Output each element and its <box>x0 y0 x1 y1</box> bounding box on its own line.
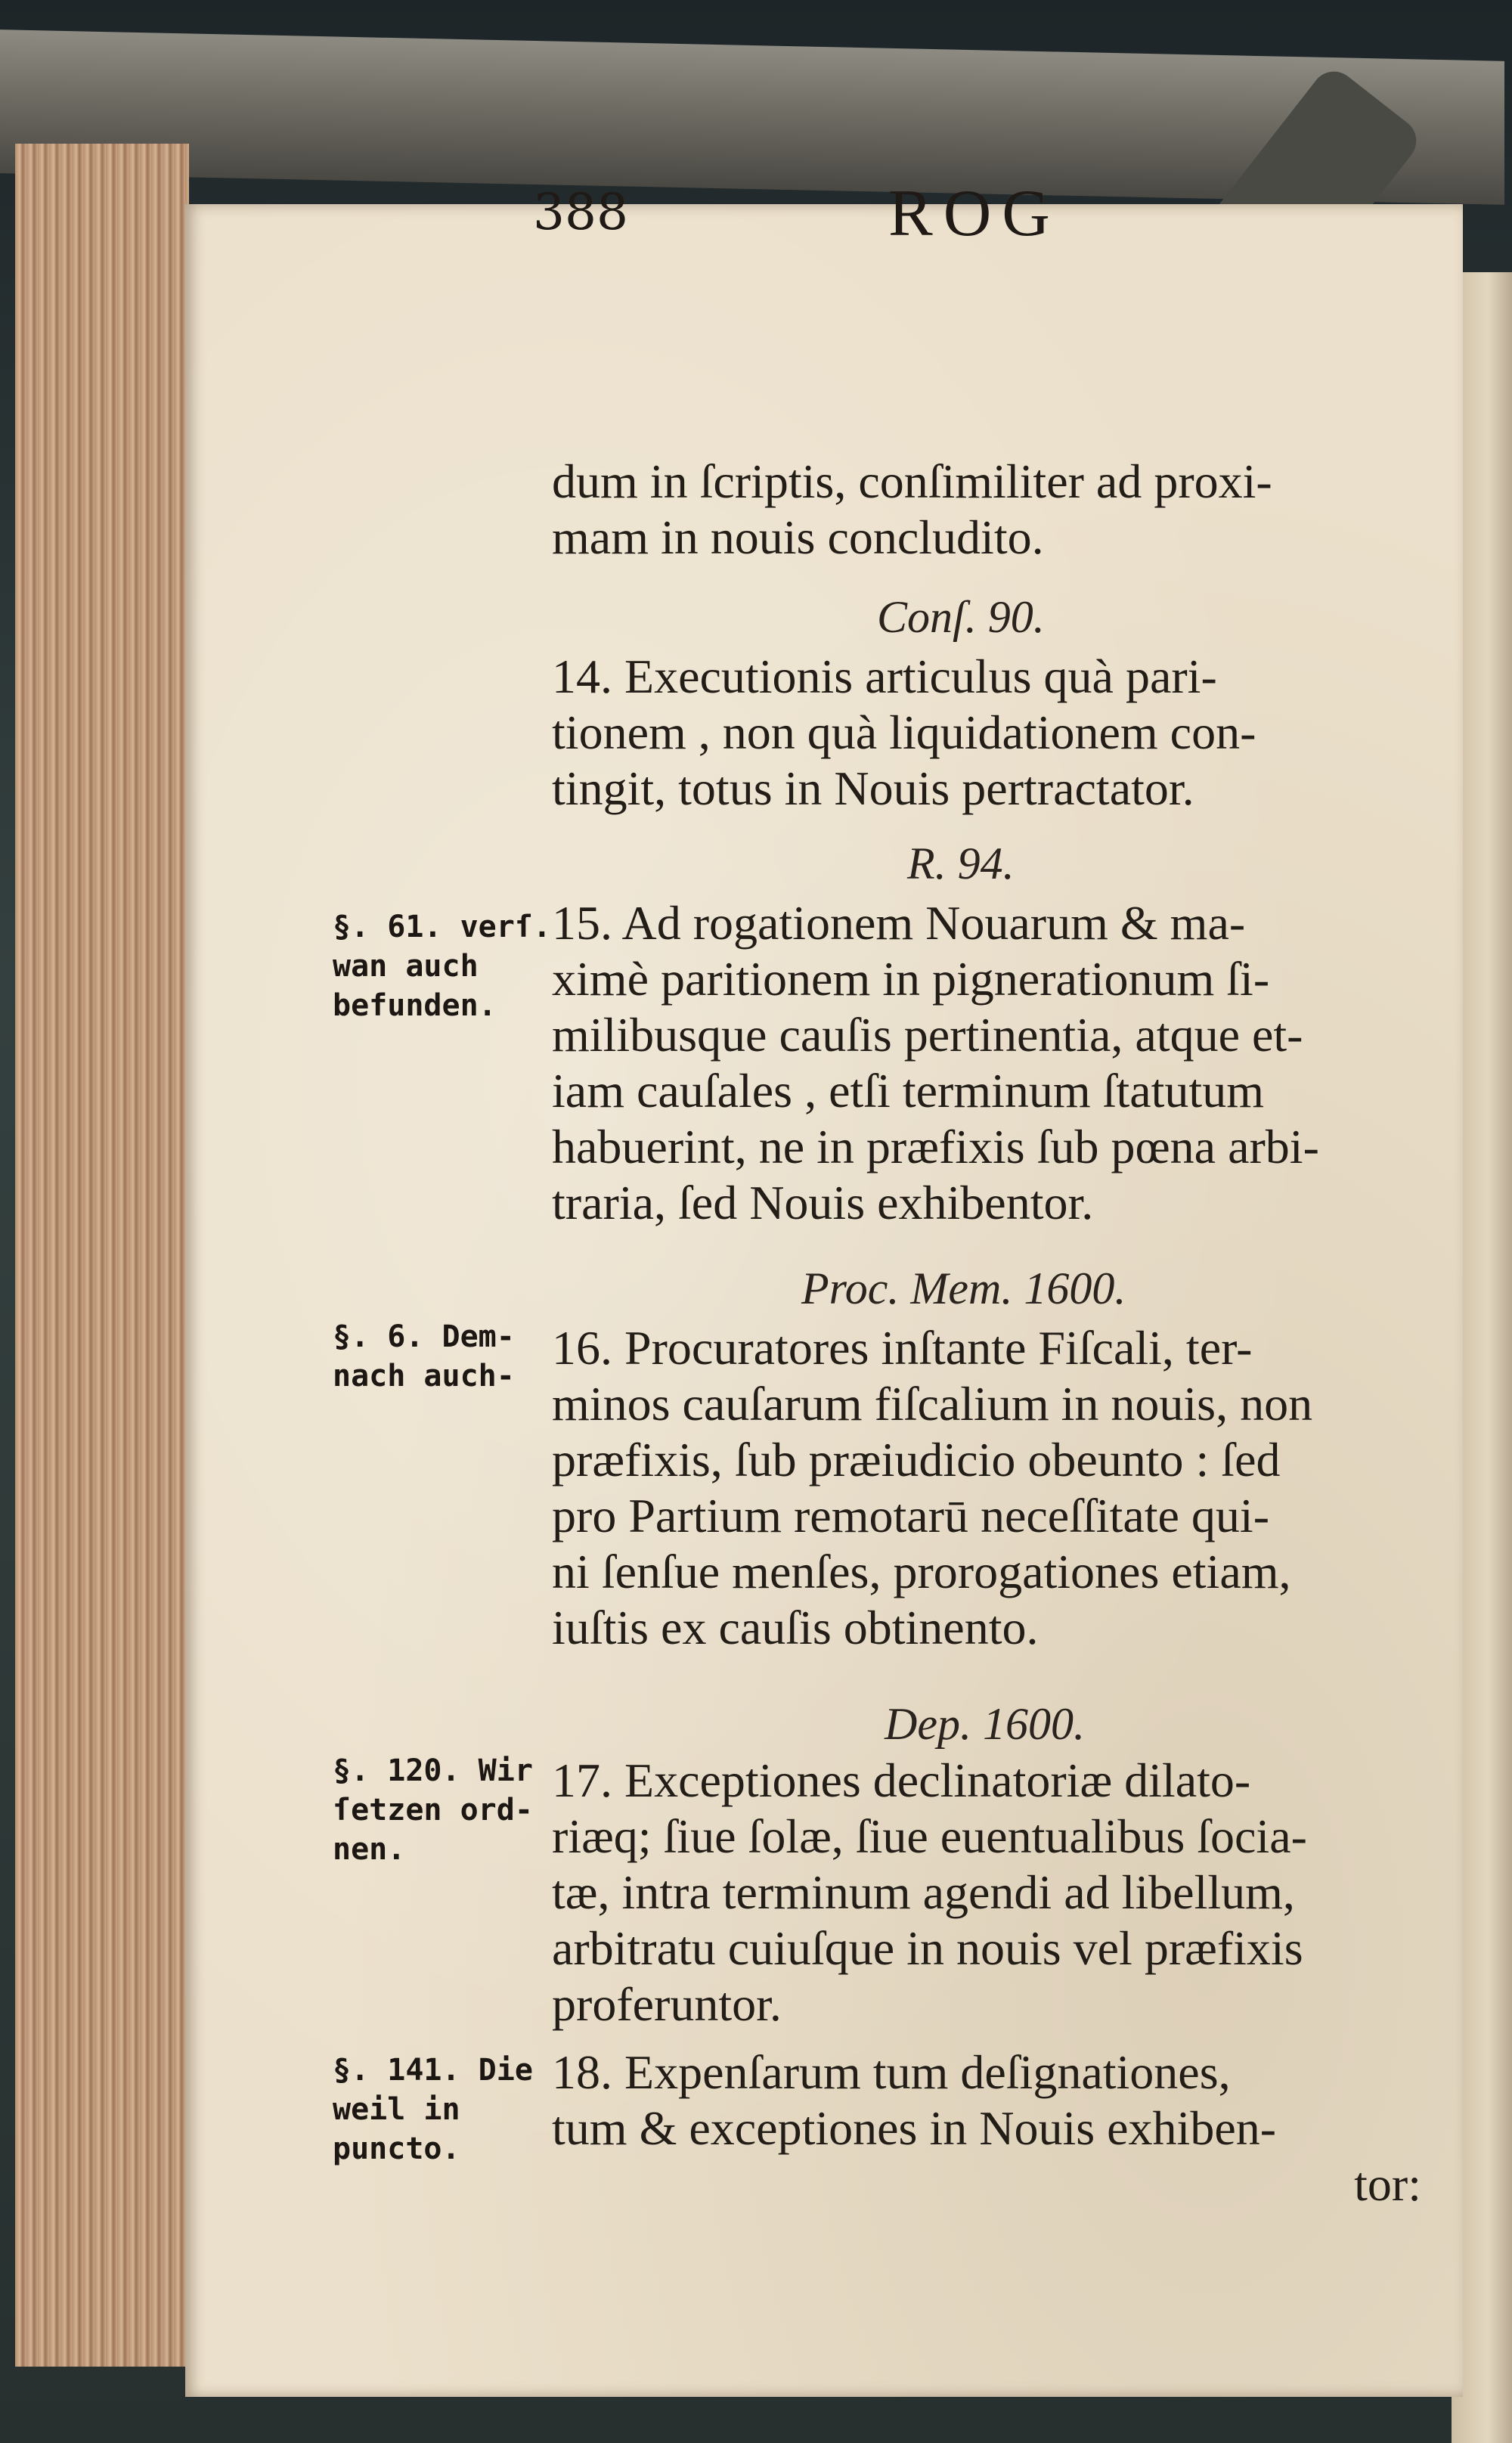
margin-note <box>333 1317 552 1396</box>
margin-note-line: §. 6. Dem- <box>333 1319 515 1354</box>
margin-note <box>333 1751 552 1869</box>
text-line: 15. Ad rogationem Nouarum & ma- <box>552 896 1246 950</box>
page-stack-edge <box>15 144 189 2367</box>
citation: Conſ. 90. <box>877 592 1045 642</box>
text-line: tionem , non quà liquidationem con- <box>552 705 1256 759</box>
margin-note-line: puncto. <box>333 2131 460 2166</box>
text-line: iuſtis ex cauſis obtinento. <box>552 1601 1039 1654</box>
text-line: ximè paritionem in pignerationum ſi- <box>552 952 1270 1006</box>
text-line: 16. Procuratores inſtante Fiſcali, ter- <box>552 1321 1253 1375</box>
margin-note-line: nach auch- <box>333 1359 515 1394</box>
text-line: 17. Exceptiones declinatoriæ dilato- <box>552 1753 1251 1807</box>
text-line: milibusque cauſis pertinentia, atque et- <box>552 1008 1303 1062</box>
text-line: tingit, totus in Nouis pertractator. <box>552 761 1194 815</box>
text-line: pro Partium remotarū neceſſitate qui- <box>552 1489 1269 1542</box>
article-17 <box>552 1753 1421 2032</box>
margin-note-line: §. 120. Wir <box>333 1753 533 1788</box>
text-line: præfixis, ſub præiudicio obeunto : ſed <box>552 1433 1281 1487</box>
text-line: mam in nouis concludito. <box>552 510 1044 564</box>
margin-note-line: weil in <box>333 2092 460 2127</box>
text-line: dum in ſcriptis, conſimiliter ad proxi- <box>552 454 1272 508</box>
margin-note-line: §. 141. Die <box>333 2053 533 2088</box>
running-head: ROG <box>888 177 1061 250</box>
text-line: tum & exceptiones in Nouis exhiben- <box>552 2101 1277 2155</box>
margin-note-line: befunden. <box>333 988 497 1023</box>
text-line: proferuntor. <box>552 1977 782 2031</box>
text-line: traria, ſed Nouis exhibentor. <box>552 1176 1094 1229</box>
text-line: tor: <box>1354 2157 1421 2211</box>
text-block-continuation <box>552 454 1421 566</box>
page-header <box>533 175 1213 251</box>
article-15 <box>552 895 1421 1231</box>
margin-note-line: §. 61. verſ. <box>333 910 551 944</box>
text-line: iam cauſales , etſi terminum ſtatutum <box>552 1064 1264 1118</box>
text-line: ni ſenſue menſes, prorogationes etiam, <box>552 1545 1291 1598</box>
citation: Dep. 1600. <box>885 1699 1085 1749</box>
article-16 <box>552 1320 1421 1656</box>
margin-note-line: ſetzen ord- <box>333 1793 533 1828</box>
page-number: 388 <box>533 183 628 241</box>
article-14 <box>552 649 1421 817</box>
text-line: 14. Executionis articulus quà pari- <box>552 650 1217 703</box>
article-18 <box>552 2045 1421 2212</box>
text-line: arbitratu cuiuſque in nouis vel præfixis <box>552 1921 1303 1975</box>
margin-note-line: nen. <box>333 1832 406 1867</box>
text-line: habuerint, ne in præfixis ſub pœna arbi- <box>552 1120 1319 1173</box>
margin-note-line: wan auch <box>333 949 479 984</box>
text-line: riæq; ſiue ſolæ, ſiue euentualibus ſocia- <box>552 1809 1307 1863</box>
citation: R. 94. <box>907 839 1015 888</box>
text-line: 18. Expenſarum tum deſignationes, <box>552 2045 1231 2099</box>
text-line: minos cauſarum fiſcalium in nouis, non <box>552 1377 1313 1431</box>
text-line: tæ, intra terminum agendi ad libellum, <box>552 1865 1295 1919</box>
margin-note <box>333 2051 552 2169</box>
citation: Proc. Mem. 1600. <box>801 1263 1126 1313</box>
margin-note <box>333 907 552 1025</box>
